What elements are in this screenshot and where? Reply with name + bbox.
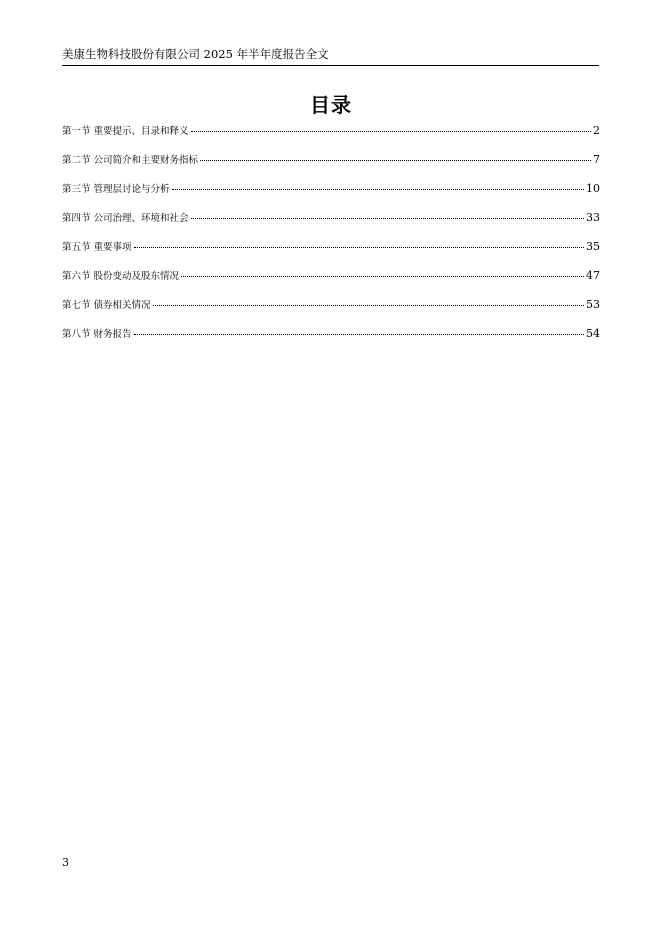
toc-entry-page: 53 <box>586 298 600 311</box>
page-header: 美康生物科技股份有限公司 2025 年半年度报告全文 <box>62 47 329 61</box>
toc-entry-page: 2 <box>593 124 600 137</box>
toc-dot-leader <box>191 131 591 132</box>
toc-dot-leader <box>134 247 584 248</box>
toc-entry[interactable] <box>62 124 600 153</box>
toc-entry-label: 第七节 债券相关情况 <box>62 300 151 311</box>
toc-dot-leader <box>153 305 584 306</box>
toc-entry[interactable] <box>62 211 600 240</box>
toc-entry-label: 第五节 重要事项 <box>62 242 132 253</box>
toc-entry-label: 第四节 公司治理、环境和社会 <box>62 213 189 224</box>
page-number: 3 <box>62 856 69 869</box>
toc-dot-leader <box>181 276 584 277</box>
toc-entry[interactable] <box>62 327 600 356</box>
toc-entry-page: 54 <box>586 327 600 340</box>
toc-list <box>62 124 600 356</box>
toc-entry-page: 10 <box>586 182 600 195</box>
toc-entry-label: 第二节 公司简介和主要财务指标 <box>62 155 199 166</box>
toc-entry-label: 第六节 股份变动及股东情况 <box>62 271 180 282</box>
toc-dot-leader <box>172 189 584 190</box>
toc-dot-leader <box>191 218 584 219</box>
toc-entry-page: 47 <box>586 269 600 282</box>
toc-entry[interactable] <box>62 269 600 298</box>
header-rule <box>62 65 599 66</box>
toc-entry-label: 第一节 重要提示、目录和释义 <box>62 126 189 137</box>
toc-entry-page: 33 <box>586 211 600 224</box>
toc-title: 目录 <box>310 93 352 117</box>
toc-entry-label: 第八节 财务报告 <box>62 329 132 340</box>
toc-entry[interactable] <box>62 153 600 182</box>
toc-entry-page: 35 <box>586 240 600 253</box>
toc-entry-label: 第三节 管理层讨论与分析 <box>62 184 170 195</box>
toc-entry-page: 7 <box>593 153 600 166</box>
toc-entry[interactable] <box>62 182 600 211</box>
toc-dot-leader <box>200 160 591 161</box>
toc-entry[interactable] <box>62 240 600 269</box>
toc-entry[interactable] <box>62 298 600 327</box>
toc-dot-leader <box>134 334 584 335</box>
